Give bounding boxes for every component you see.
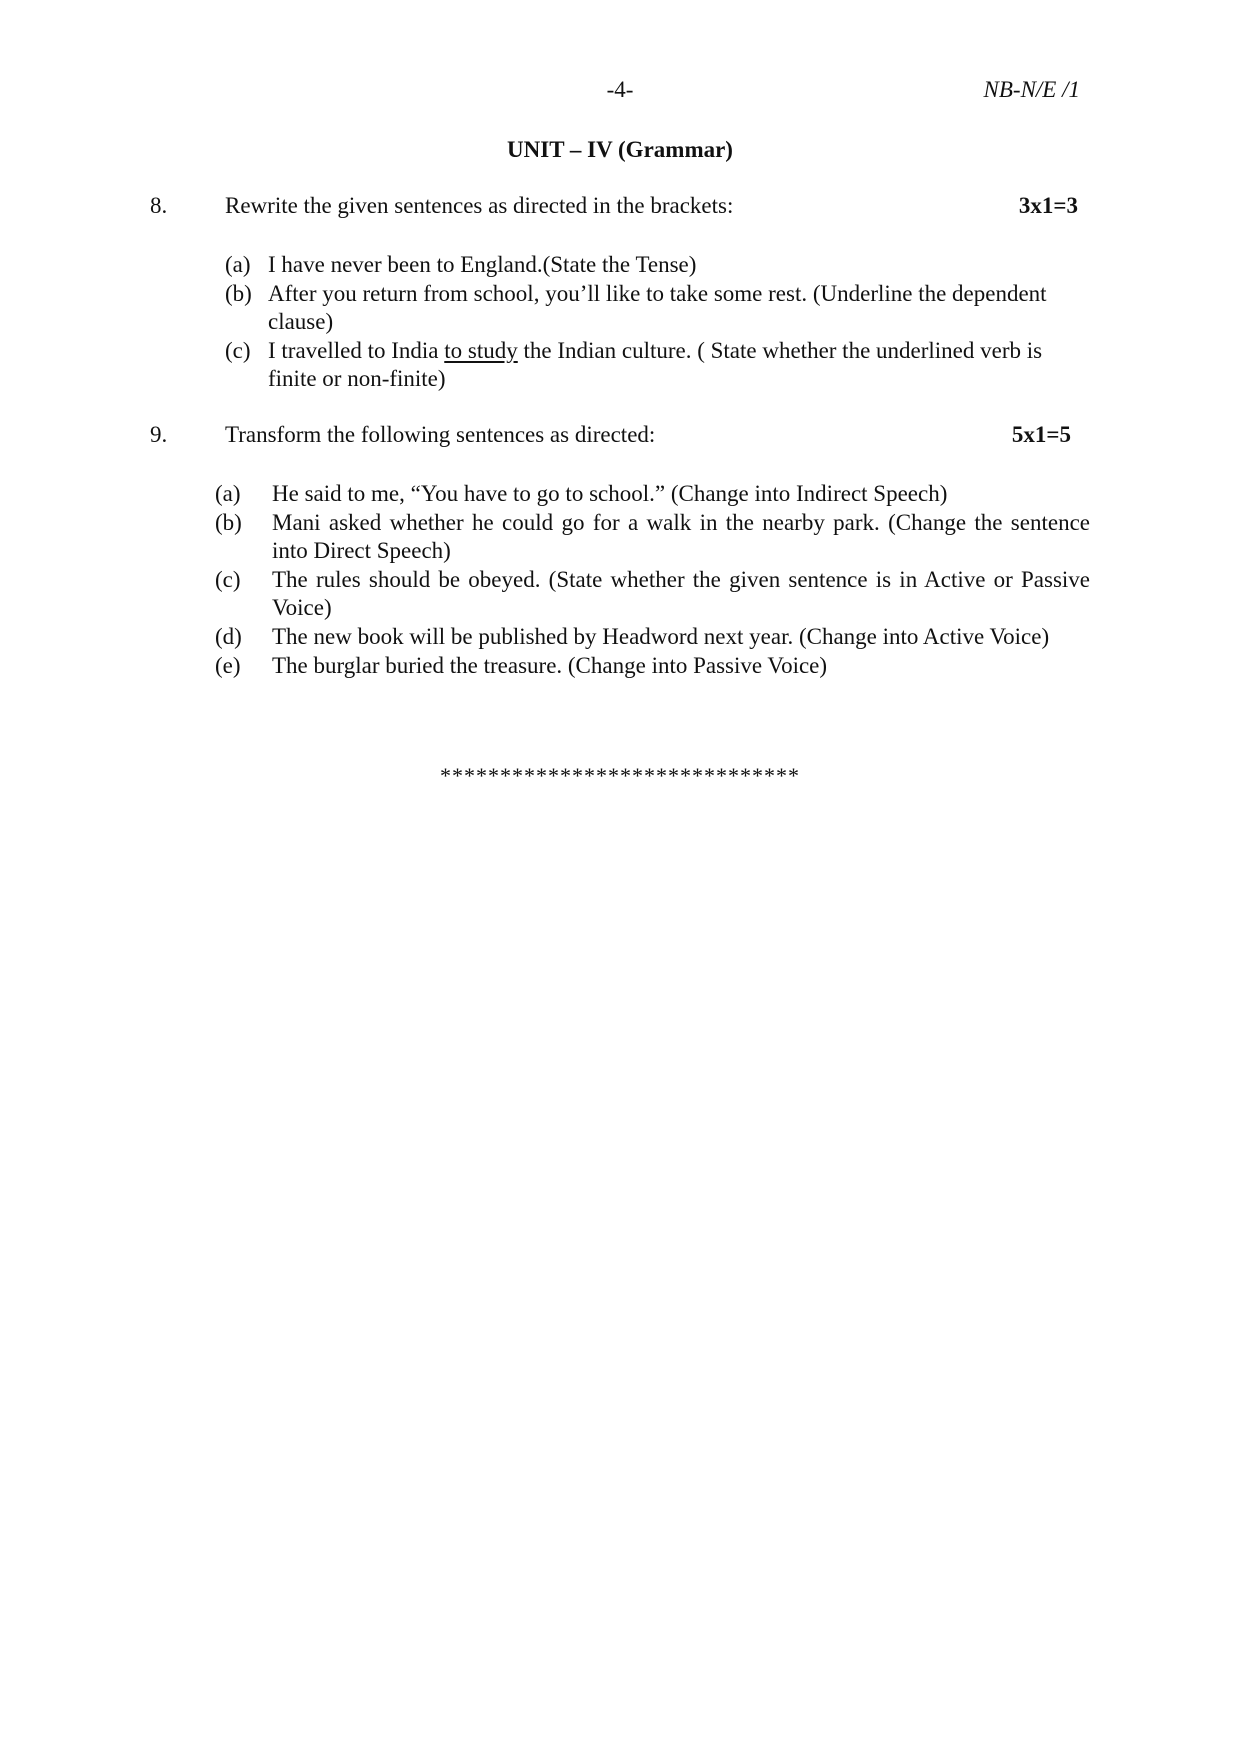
- item-label: (c): [225, 338, 251, 363]
- item-text: He said to me, “You have to go to school.” (Change into Indirect Speech): [272, 481, 948, 506]
- item-label: (a): [215, 481, 241, 506]
- list-item: [225, 251, 1085, 279]
- list-item: [215, 623, 1090, 651]
- item-text-before: I travelled to India: [268, 338, 445, 363]
- list-item: [215, 509, 1090, 565]
- question-9-instruction: Transform the following sentences as directed:: [225, 422, 656, 447]
- item-text: After you return from school, you’ll like to take some rest. (Underline the dependent clause): [268, 281, 1047, 334]
- unit-title: UNIT – IV (Grammar): [507, 137, 733, 162]
- list-item: [215, 480, 1090, 508]
- question-8-items: [225, 251, 1085, 394]
- underlined-verb: to study: [444, 338, 518, 363]
- paper-code: NB-N/E /1: [983, 77, 1080, 102]
- item-label: (e): [215, 653, 241, 678]
- list-item: [225, 280, 1085, 336]
- item-text: The burglar buried the treasure. (Change into Passive Voice): [272, 653, 828, 678]
- list-item: [225, 337, 1085, 393]
- item-label: (b): [225, 281, 252, 306]
- item-text: [268, 337, 1085, 393]
- question-8-instruction: Rewrite the given sentences as directed in the brackets:: [225, 193, 734, 218]
- question-8-marks: 3x1=3: [1018, 193, 1078, 218]
- page-number: -4-: [606, 77, 634, 102]
- question-9-number: 9.: [150, 422, 168, 447]
- item-text: I have never been to England.(State the Tense): [268, 252, 697, 277]
- question-9-marks: 5x1=5: [1011, 422, 1071, 447]
- item-text-after: the Indian culture. ( State whether the underlined verb is finite or non-finite): [268, 338, 1043, 391]
- list-item: [215, 566, 1090, 622]
- question-8-number: 8.: [150, 193, 168, 218]
- item-text: The rules should be obeyed. (State whether the given sentence is in Active or Passive Voice): [272, 567, 1090, 620]
- item-label: (a): [225, 252, 251, 277]
- list-item: [215, 652, 1090, 680]
- item-label: (c): [215, 567, 241, 592]
- item-label: (b): [215, 510, 242, 535]
- item-label: (d): [215, 624, 242, 649]
- item-text: The new book will be published by Headword next year. (Change into Active Voice): [272, 624, 1050, 649]
- end-of-paper-marker: ******************************: [440, 763, 800, 788]
- item-text: Mani asked whether he could go for a walk in the nearby park. (Change the sentence into Direct Speech): [272, 510, 1090, 563]
- question-9-items: [215, 480, 1090, 681]
